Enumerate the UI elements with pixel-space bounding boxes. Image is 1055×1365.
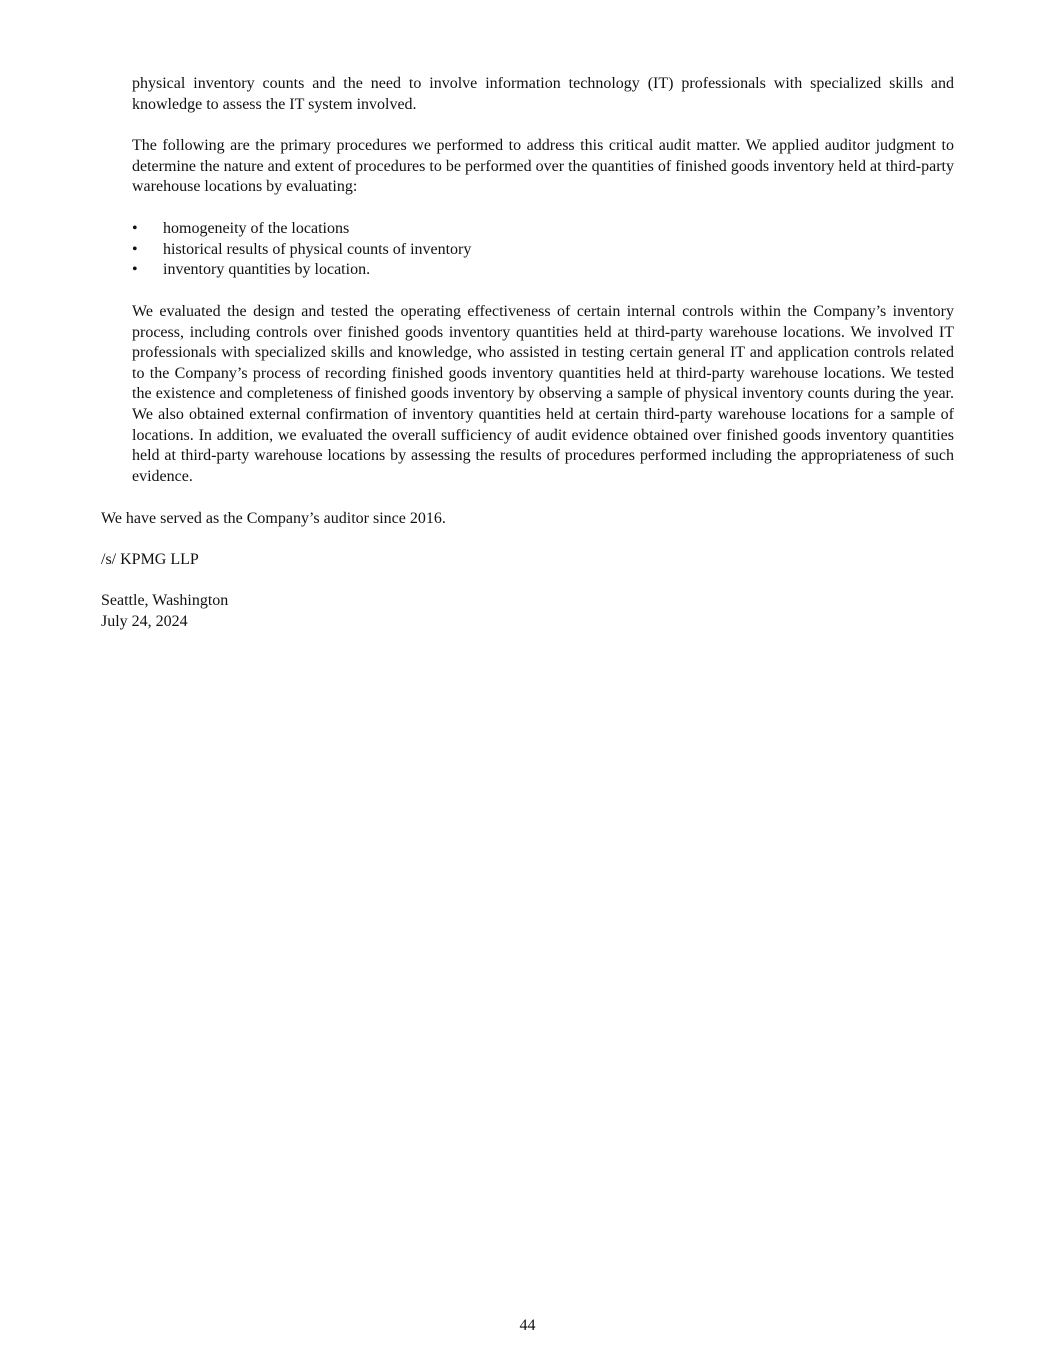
bullet-marker: • [132, 261, 138, 279]
bullet-marker: • [132, 220, 138, 237]
evaluation-criteria-list [132, 219, 954, 281]
paragraph-cam-description: physical inventory counts and the need to involve information technology (IT) professionals with specialized skills and knowledge to assess the IT system involved. [132, 75, 954, 113]
list-item [132, 219, 954, 240]
signature-city: Seattle, Washington [101, 592, 229, 609]
list-item-text: historical results of physical counts of inventory [163, 240, 472, 258]
signature-date: July 24, 2024 [101, 613, 188, 630]
auditor-signature: /s/ KPMG LLP [101, 551, 199, 568]
bullet-marker: • [132, 240, 138, 258]
auditor-tenure-statement: We have served as the Company’s auditor since 2016. [101, 510, 446, 527]
list-item [132, 240, 954, 261]
list-item-text: inventory quantities by location. [163, 261, 371, 279]
page-number: 44 [519, 1317, 536, 1334]
list-item-text: homogeneity of the locations [163, 220, 350, 237]
paragraph-controls-testing: We evaluated the design and tested the operating effectiveness of certain internal controls within the Company’s inventory process, including controls over finished goods inventory quantities held at third-party warehouse locations. We involved IT professionals with specialized skills and knowledge, who assisted in testing certain general IT and application controls related to the Company’s process of recording finished goods inventory quantities held at third-party warehouse locations. We tested the existence and completeness of finished goods inventory by observing a sample of physical inventory counts during the year. We also obtained external confirmation of inventory quantities held at certain third-party warehouse locations for a sample of locations. In addition, we evaluated the overall sufficiency of audit evidence obtained over finished goods inventory quantities held at third-party warehouse locations by assessing the results of procedures performed including the appropriateness of such evidence. [132, 303, 954, 485]
paragraph-procedures-intro: The following are the primary procedures we performed to address this critical audit matter. We applied auditor judgment to determine the nature and extent of procedures to be performed over the quantities of finished goods inventory held at third-party warehouse locations by evaluating: [132, 137, 954, 196]
list-item [132, 260, 954, 281]
